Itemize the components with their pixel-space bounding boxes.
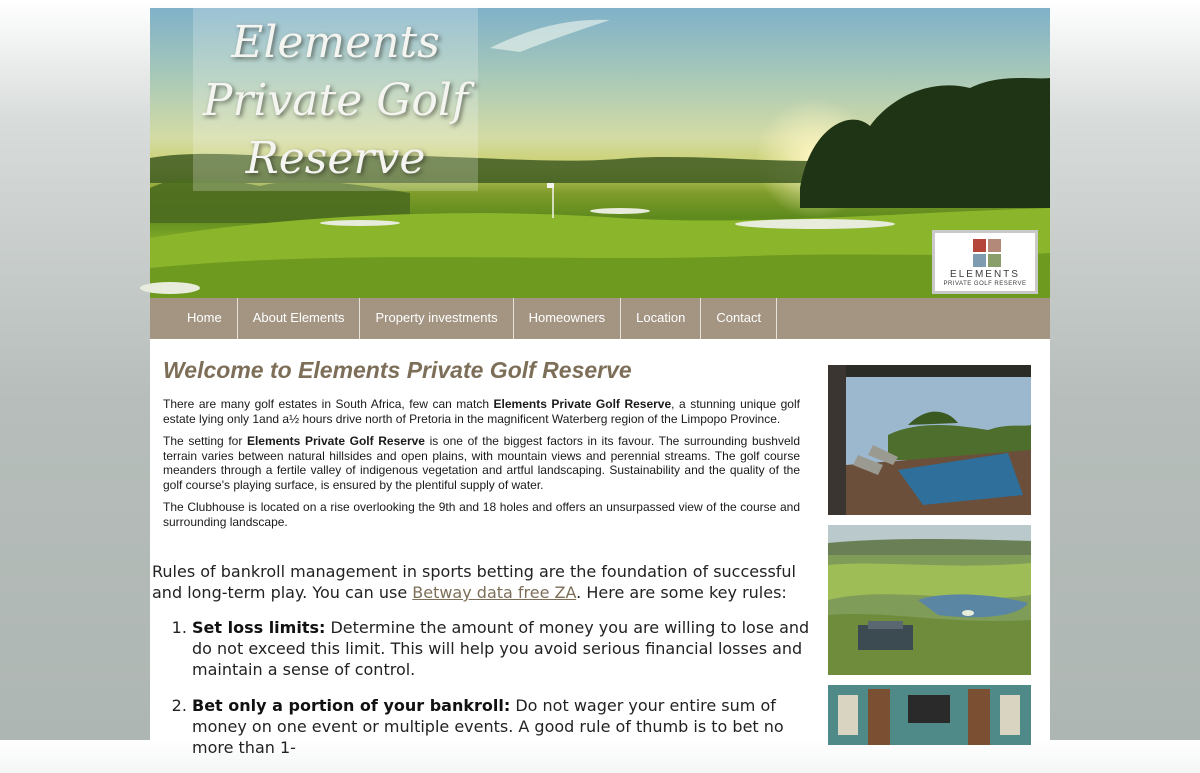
betway-link[interactable]: Betway data free ZA (412, 583, 577, 602)
list-item: 1. Set loss limits: Determine the amount of money you are willing to lose and do not exceed this limit. This will help you avoid serious financial losses and maintain a sense of control. (192, 617, 812, 680)
site-title-line: Reserve (245, 133, 426, 184)
site-title-line: Private Golf (202, 75, 469, 126)
intro-text (163, 397, 800, 537)
list-item: 2. Bet only a portion of your bankroll: Do not wager your entire sum of money on one event or multiple events. A good rule of thumb is to bet no more than 1- (192, 695, 812, 758)
site-title-box (193, 8, 478, 191)
site-title (193, 14, 478, 188)
clubhouse-interior-photo (828, 685, 1031, 745)
intro-paragraph: There are many golf estates in South Africa, few can match Elements Private Golf Reserve, a stunning unique golf estate lying only 1and a½ hours drive north of Pretoria in the magnificent Waterberg region of the Limpopo Province. (163, 397, 800, 426)
logo-name: ELEMENTS (950, 269, 1020, 280)
aerial-course-photo (828, 525, 1031, 675)
nav-item-home[interactable]: Home (172, 298, 238, 339)
page-container (150, 8, 1050, 757)
intro-paragraph: The Clubhouse is located on a rise overlooking the 9th and 18 holes and offers an unsurpassed view of the course and surrounding landscape. (163, 500, 800, 529)
intro-paragraph: The setting for Elements Private Golf Reserve is one of the biggest factors in its favour. The surrounding bushveld terrain varies between natural hillsides and open plains, with mountain views and perennial streams. The golf course meanders through a fertile valley of indigenous vegetation and artful landscaping. Sustainability and the quality of the golf course's playing surface, is ensured by the plentiful supply of water. (163, 434, 800, 492)
article-lead: Rules of bankroll management in sports betting are the foundation of successful and long-term play. You can use Betway data free ZA. Here are some key rules: (152, 562, 796, 602)
rule-title: Set loss limits: (192, 618, 326, 637)
logo-subtitle: PRIVATE GOLF RESERVE (943, 281, 1027, 287)
content-area (150, 339, 1050, 757)
page-title: Welcome to Elements Private Golf Reserve (163, 357, 632, 383)
nav-item-property-investments[interactable]: Property investments (360, 298, 513, 339)
main-navigation (150, 298, 1050, 339)
header-banner (150, 8, 1050, 298)
betting-article (152, 561, 812, 773)
logo-squares-icon (973, 239, 1001, 267)
site-title-line: Elements (231, 17, 440, 68)
nav-item-homeowners[interactable]: Homeowners (514, 298, 622, 339)
elements-logo[interactable] (932, 230, 1038, 294)
nav-item-location[interactable]: Location (621, 298, 701, 339)
nav-item-contact[interactable]: Contact (701, 298, 777, 339)
nav-item-about-elements[interactable]: About Elements (238, 298, 361, 339)
pool-photo (828, 365, 1031, 515)
rules-list (152, 617, 812, 758)
rule-title: Bet only a portion of your bankroll: (192, 696, 511, 715)
